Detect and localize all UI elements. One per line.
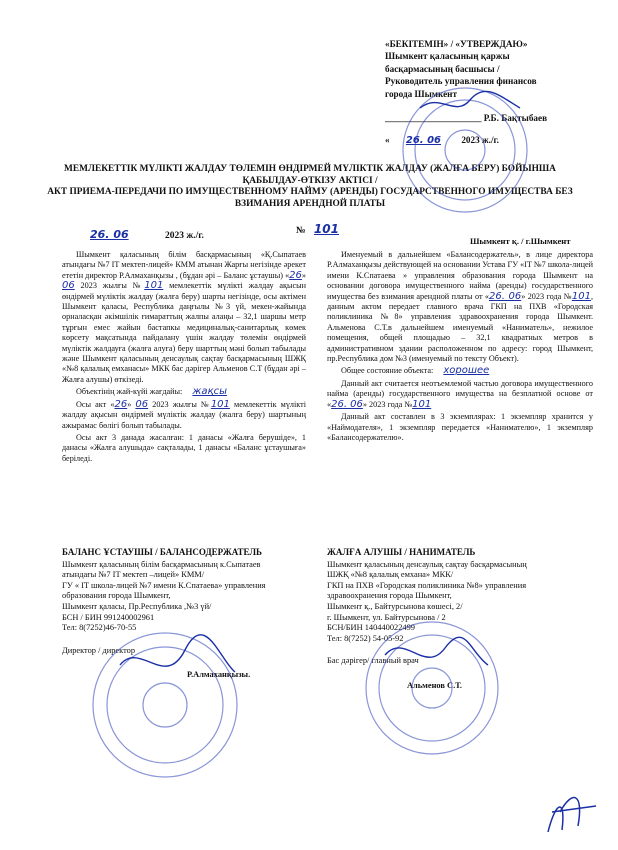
left-p3-month: 06: [135, 398, 149, 410]
act-date-handwritten: 26. 06: [90, 228, 129, 241]
tenant-signer: Альменов С.Т.: [407, 680, 462, 690]
left-paragraph-3: Осы акт «26» 06 2023 жылғы №101 мемлекеттік мүлікті жалдау ақысын өндірмей мүліктік жалдау (жалға беру) шартының ажырамас бөлігі болып табылады.: [62, 398, 307, 430]
signature-balance-holder: [120, 635, 235, 672]
title-ru: АКТ ПРИЕМА-ПЕРЕДАЧИ ПО ИМУЩЕСТВЕННОМУ НАЙМУ (АРЕНДЫ) ГОСУДАРСТВЕННОГО ИМУЩЕСТВА БЕЗ ВЗИМАНИЯ АРЕНДНОЙ ПЛАТЫ: [47, 187, 573, 209]
balance-holder-signer: Р.Алмаханқызы.: [187, 670, 251, 680]
round-stamp-balance-holder: [93, 633, 237, 777]
right-paragraph-3: Данный акт считается неотъемлемой частью договора имущественного найма (аренды) государственного имущества на безплатной основе от «26. 06» 2023 года №101: [327, 378, 593, 410]
tenant-bin: БСН/БИН 140440022499: [327, 623, 415, 633]
approval-line-4: Руководитель управления финансов: [385, 76, 537, 87]
act-city: Шымкент қ. / г.Шымкент: [470, 236, 571, 246]
tenant-line-1: Шымкент қаласының денсаулық сақтау басқармасының: [327, 559, 527, 569]
right-paragraph-2: Общее состояние объекта: хорошее: [341, 365, 490, 377]
balance-holder-line-5: Шымкент қаласы, Пр.Республика ,№3 үй/: [62, 601, 212, 611]
tenant-phone: Тел: 8(7252) 54-05-92: [327, 633, 404, 643]
right-p3-number: 101: [412, 398, 432, 410]
signature-tenant: [385, 637, 488, 665]
tenant-line-2: ШЖҚ «№8 қалалық емхана» МКК/: [327, 570, 454, 580]
left-p1-month: 06: [62, 280, 75, 292]
balance-holder-phone: Тел: 8(7252)46-70-55: [62, 623, 137, 633]
act-number-prefix: №: [296, 226, 306, 236]
balance-holder-bin: БСН / БИН 991240002961: [62, 612, 155, 622]
left-p3-day: 26: [114, 398, 128, 410]
left-condition-handwritten: жақсы: [192, 386, 227, 398]
balance-holder-line-4: образования города Шымкент,: [62, 591, 171, 601]
right-p1-date: 26. 06: [489, 290, 522, 302]
approval-line-5: города Шымкент: [385, 88, 457, 99]
title-kz: МЕМЛЕКЕТТІК МҮЛІКТІ ЖАЛДАУ ТӨЛЕМІН ӨНДІРМЕЙ МҮЛІКТІК ЖАЛДАУ (ЖАЛҒА БЕРУ) БОЙЫНША ҚАБЫЛДАУ-ӨТКІЗУ АКТІСІ /: [64, 164, 556, 186]
tenant-line-5: Шымкент қ., Байтурсынова көшесі, 2/: [327, 601, 463, 611]
balance-holder-line-3: ГУ « IT школа-лицей №7 имени К.Спатаева» управления: [62, 580, 266, 590]
left-paragraph-4: Осы акт 3 данада жасалған: 1 данасы «Жалға берушіде», 1 данасы «Жалға алушыда» сақталады, 1 данасы «Баланс ұстаушыға» беріледі.: [62, 432, 306, 463]
tenant-line-3: ГКП на ПХВ «Городская поликлиника №8» управления: [327, 580, 527, 590]
right-paragraph-1: Именуемый в дальнейшем «Балансодержатель», в лице директора Р.Алмаханқызы действующей на основании Устава ГУ «IT №7 школа-лицей имени К.Спатаева » управления образования города Шымкент на основании договора имущественного найма (аренды) государственного имущества без взимания арендной платы от «26. 06» 2023 года №101, данным актом передает главного врача ГКП на ПХВ «Городская поликлиника №8» управления здравоохранения города Шымкент. Альменова С.Т.в дальнейшем именуемый «Наниматель», нежилое помещения, общей площадью – 32,1 квадратных метров в административном здании расположенном по адресу: город Шымкент, пр.Республика дом №3 (именуемый по тексту Объект).: [327, 250, 594, 364]
act-date-suffix: 2023 ж./г.: [165, 231, 204, 241]
balance-holder-heading: БАЛАНС ҰСТАУШЫ / БАЛАНСОДЕРЖАТЕЛЬ: [62, 547, 262, 557]
left-paragraph-2: Объектінің жай-күйі жағдайы: жақсы: [76, 386, 227, 398]
balance-holder-line-2: атындағы №7 IT мектеп –лицей» КММ/: [62, 570, 205, 580]
balance-holder-line-1: Шымкент қаласының білім басқармасының к.Сыпатаев: [62, 559, 261, 569]
balance-holder-role: Директор / директор: [62, 645, 136, 655]
approval-date-suffix: 2023 ж./г.: [461, 135, 499, 146]
approval-date-handwritten: 26. 06: [405, 135, 442, 147]
right-p3-date: 26. 06: [331, 398, 363, 410]
act-number-handwritten: 101: [313, 222, 339, 236]
tenant-line-6: г. Шымкент, ул. Байтурсынова / 2: [327, 612, 446, 622]
left-p3-number: 101: [210, 398, 230, 410]
tenant-line-4: здравоохранения города Шымкент,: [327, 591, 452, 601]
tenant-role: Бас дәрігер/ главный врач: [327, 656, 419, 666]
right-p1-number: 101: [571, 290, 591, 302]
right-condition-handwritten: хорошее: [443, 365, 490, 377]
initials-bottom-right: [548, 798, 596, 832]
signature-approval: [420, 91, 520, 108]
left-p1-day: 26: [289, 269, 302, 281]
round-stamp-tenant: [366, 622, 498, 754]
approval-line-3: басқармасының басшысы /: [385, 63, 500, 74]
left-paragraph-1: Шымкент қаласының білім басқармасының «Қ.Сыпатаев атындағы №7 IT мектеп-лицей» КММ атынан Жарғы негізінде әрекет ететін директор Р.Алмаханқызы , (бұдан әрі – Баланс ұстаушы) «26» 06 2023 жылғы №101 мемлекеттік мүлікті жалдау ақысын өндірмей мүліктік жалдау (жалға беру) шарты негізінде, осы актімен Шымкент қаласы, Республика даңғылы №3 үй, мекен-жайында орналасқан әкімшілік ғимараттың жалпы алаңы – 32,1 шаршы метр тұрғын емес жайын бастапкы медициналық-санитарлық көмек көрсету мақсатында пайдалану үшін жалдау төлемін өндірмей мүліктік жалдауға (жалға алуға) беру шарттың мәні болып табылады және Шымкент қаласының денсаулық сақтау басқармасының ШЖҚ «№8 қалалық емханасы» МКК бас дәрігер Альменов С.Т (бұдан әрі – Жалға алушы) өткізеді.: [62, 250, 306, 384]
approval-line-1: «БЕКІТЕМІН» / «УТВЕРЖДАЮ»: [385, 39, 528, 49]
left-p1-number: 101: [144, 280, 164, 292]
tenant-heading: ЖАЛҒА АЛУШЫ / НАНИМАТЕЛЬ: [327, 547, 476, 557]
right-paragraph-4: Данный акт составлен в 3 экземплярах: 1 экземпляр хранится у «Наймодателя», 1 экземпляр передается «Нанимателю», 1 экземпляр «Балансодержателю».: [327, 412, 593, 442]
approval-date-prefix: «: [385, 135, 390, 146]
approval-signature-line: _____________________ Р.Б. Бақтыбаев: [385, 113, 548, 124]
approval-line-2: Шымкент қаласының қаржы: [385, 51, 510, 62]
